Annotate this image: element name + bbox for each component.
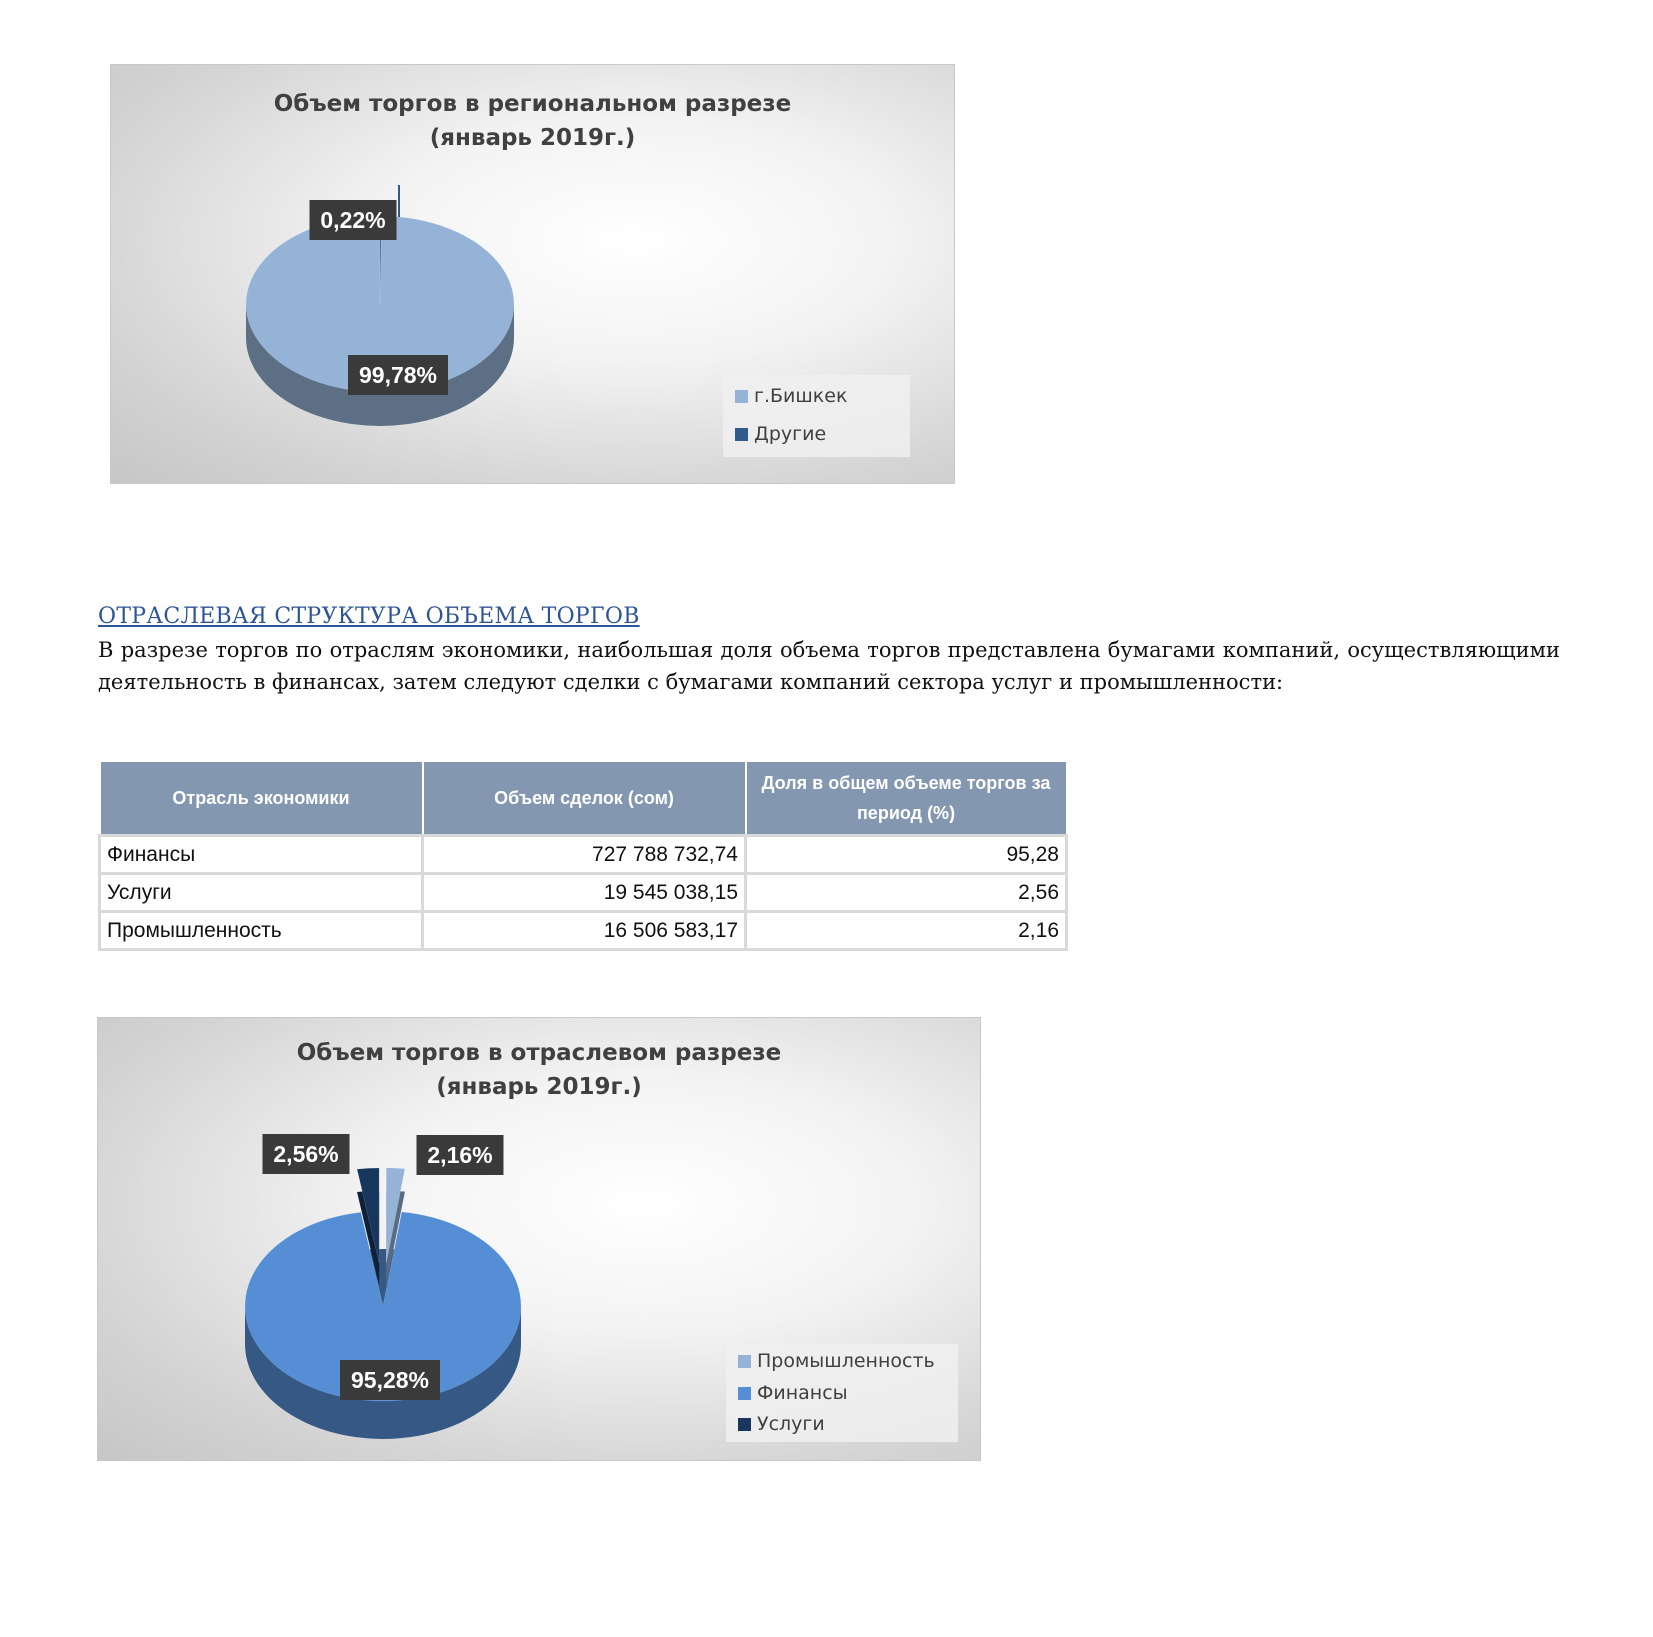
table-cell-share: 95,28 <box>746 836 1067 874</box>
chart-legend <box>723 375 910 457</box>
legend-swatch <box>738 1355 751 1368</box>
chart-legend <box>726 1344 958 1442</box>
data-label-text: 0,22% <box>320 207 386 233</box>
regional-chart <box>110 64 955 484</box>
data-label-text: 2,16% <box>427 1142 493 1168</box>
data-label-1 <box>417 1135 504 1175</box>
data-label-2 <box>340 1360 440 1400</box>
table-header-volume: Объем сделок (сом) <box>423 761 746 836</box>
industry-table <box>98 760 1068 951</box>
legend-item-services <box>738 1411 825 1437</box>
data-label-3 <box>263 1134 350 1174</box>
legend-item-industry <box>738 1348 935 1374</box>
legend-label: г.Бишкек <box>754 385 848 407</box>
legend-label: Услуги <box>757 1413 825 1435</box>
data-label-text: 99,78% <box>358 362 438 388</box>
data-label-2 <box>310 200 397 240</box>
table-cell-share: 2,56 <box>746 874 1067 912</box>
chart-title-line2: (январь 2019г.) <box>436 1074 642 1100</box>
table-header-row <box>100 761 1067 836</box>
data-label-1 <box>348 355 448 395</box>
legend-label: Промышленность <box>757 1350 935 1372</box>
legend-item-others <box>735 421 826 447</box>
table-cell-industry: Услуги <box>100 874 423 912</box>
table-row <box>100 912 1067 950</box>
table-cell-share: 2,16 <box>746 912 1067 950</box>
section-paragraph: В разрезе торгов по отраслям экономики, наибольшая доля объема торгов представлена бумагами компаний, осуществляющими деятельность в финансах, затем следуют сделки с бумагами компаний сектора услуг и промышленности: <box>98 638 1560 694</box>
data-label-text: 2,56% <box>273 1141 339 1167</box>
table-header-industry: Отрасль экономики <box>100 761 423 836</box>
legend-swatch <box>735 428 748 441</box>
legend-swatch <box>738 1418 751 1431</box>
table-header-share: Доля в общем объеме торгов за период (%) <box>746 761 1067 836</box>
chart-title-line1: Объем торгов в отраслевом разрезе <box>296 1040 782 1066</box>
table-cell-industry: Промышленность <box>100 912 423 950</box>
chart-title-line1: Объем торгов в региональном разрезе <box>273 91 792 117</box>
table-cell-volume: 727 788 732,74 <box>423 836 746 874</box>
legend-label: Другие <box>754 423 827 445</box>
table-cell-volume: 19 545 038,15 <box>423 874 746 912</box>
data-label-text: 95,28% <box>350 1367 430 1393</box>
legend-label: Финансы <box>757 1382 848 1404</box>
legend-item-bishkek <box>735 383 847 409</box>
table-cell-volume: 16 506 583,17 <box>423 912 746 950</box>
industry-chart <box>97 1017 981 1461</box>
legend-swatch <box>738 1387 751 1400</box>
legend-swatch <box>735 390 748 403</box>
section-heading: ОТРАСЛЕВАЯ СТРУКТУРА ОБЪЕМА ТОРГОВ <box>98 604 640 629</box>
table-cell-industry: Финансы <box>100 836 423 874</box>
chart-title-line2: (январь 2019г.) <box>429 125 636 151</box>
table-row <box>100 836 1067 874</box>
legend-item-finance <box>738 1380 848 1406</box>
table-row <box>100 874 1067 912</box>
